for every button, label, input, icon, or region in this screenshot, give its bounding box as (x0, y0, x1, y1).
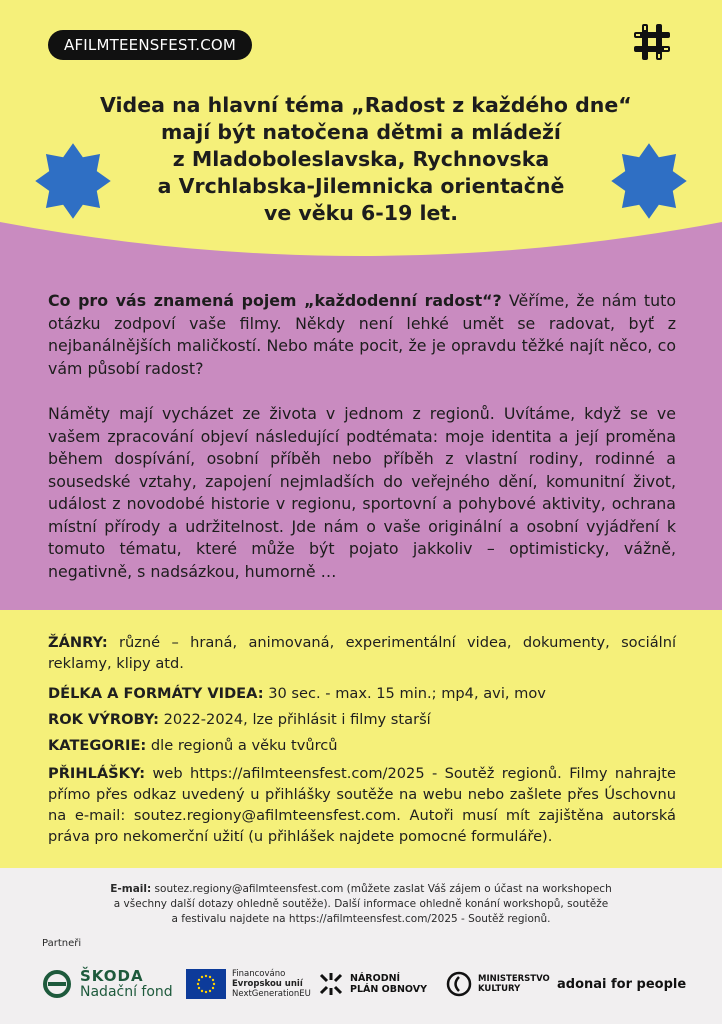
contact-line: a všechny další dotazy ohledně soutěže). Další informace ohledně konání workshopů, soutěže (113, 898, 609, 910)
year-row (48, 709, 676, 730)
npo-text: PLÁN OBNOVY (350, 984, 427, 995)
headline (100, 92, 632, 227)
application-label: PŘIHLÁŠKY: (48, 765, 146, 782)
eu-text: Evropskou unií (232, 979, 303, 989)
headline-line: ve věku 6-19 let. (264, 201, 458, 225)
adonai-logo: adonai for people (557, 976, 687, 992)
partner-logos (0, 958, 722, 1014)
category-label: KATEGORIE: (48, 737, 147, 754)
year-label: ROK VÝROBY: (48, 711, 159, 728)
eu-logo (186, 958, 311, 1010)
site-pill-link[interactable]: AFILMTEENSFEST.COM (48, 30, 252, 60)
genre-label: ŽÁNRY: (48, 634, 108, 651)
eu-flag-icon (186, 969, 226, 999)
genre-row (48, 632, 676, 674)
contact-info (60, 882, 662, 927)
length-row (48, 683, 676, 704)
length-label: DÉLKA A FORMÁTY VIDEA: (48, 685, 264, 702)
eu-text: Financováno (232, 969, 286, 979)
genre-value: různé – hraná, animovaná, experimentální videa, dokumenty, sociální reklamy, klipy atd. (48, 634, 676, 672)
ministry-text: MINISTERSTVO (478, 974, 550, 984)
category-value: dle regionů a věku tvůrců (146, 737, 338, 754)
intro-answer: Věříme, že nám tuto otázku zodpoví vaše filmy. Někdy není lehké umět se radovat, byť z nejbanálnějších maličkostí. Nebo máte pocit, že je opravdu těžké najít něco, co vám působí radost? (48, 291, 676, 378)
contact-line: soutez.regiony@afilmteensfest.com (můžete zaslat Váš zájem o účast na workshopech (151, 883, 612, 895)
skoda-wing-icon (42, 969, 72, 999)
npo-logo (318, 958, 427, 1010)
intro-paragraph (48, 290, 676, 380)
skoda-fund: Nadační fond (80, 984, 173, 1000)
email-label: E-mail: (110, 883, 152, 895)
star-icon (32, 140, 114, 222)
hash-logo-icon (630, 20, 674, 64)
ministry-text: KULTURY (478, 984, 521, 994)
length-value: 30 sec. - max. 15 min.; mp4, avi, mov (263, 685, 546, 702)
headline-line: z Mladoboleslavska, Rychnovska (172, 147, 550, 171)
category-row (48, 735, 676, 756)
contact-line: a festivalu najdete na https://afilmteensfest.com/2025 - Soutěž regionů. (171, 913, 551, 925)
ministry-icon (446, 971, 472, 997)
intro-question: Co pro vás znamená pojem „každodenní radost“? (48, 291, 502, 310)
skoda-name: ŠKODA (80, 967, 144, 985)
npo-icon (318, 971, 344, 997)
themes-paragraph: Náměty mají vycházet ze života v jednom z regionů. Uvítáme, když se ve vašem zpracování objeví následující podtémata: moje identita a její proměna během dospívání, osobní příběh nebo příběh z vlastní rodiny, rodinné a sousedské vztahy, zapojení nejmladších do veřejného dění, komunitní život, událost z novodobé historie v regionu, sportovní a pohybové aktivity, ochrana místní přírody a udržitelnost. Jde nám o vaše originální a osobní vyjádření k tomuto tématu, které může být pojato jakkoliv – optimisticky, vážně, negativně, s nadsázkou, humorně … (48, 404, 676, 581)
skoda-logo (42, 958, 173, 1010)
headline-line: mají být natočena dětmi a mládeží (161, 120, 561, 144)
headline-line: Videa na hlavní téma „Radost z každého dne“ (100, 93, 632, 117)
application-value: web https://afilmteensfest.com/2025 - Soutěž regionů. Filmy nahrajte přímo přes odkaz uvedený u přihlášky soutěže na webu nebo zašlete přes Úschovnu na e-mail: soutez.regiony@afilmteensfest.com. Autoři musí mít zajištěna autorská práva pro nekomerční užití (u přihlášek najdete pomocné formuláře). (48, 765, 676, 845)
star-icon (608, 140, 690, 222)
year-value: 2022-2024, lze přihlásit i filmy starší (159, 711, 431, 728)
eu-text: NextGenerationEU (232, 989, 311, 999)
partners-label: Partneři (42, 938, 82, 949)
headline-line: a Vrchlabska-Jilemnicka orientačně (157, 174, 565, 198)
ministry-culture-logo (446, 958, 550, 1010)
npo-text: NÁRODNÍ (350, 973, 401, 984)
application-row (48, 763, 676, 847)
